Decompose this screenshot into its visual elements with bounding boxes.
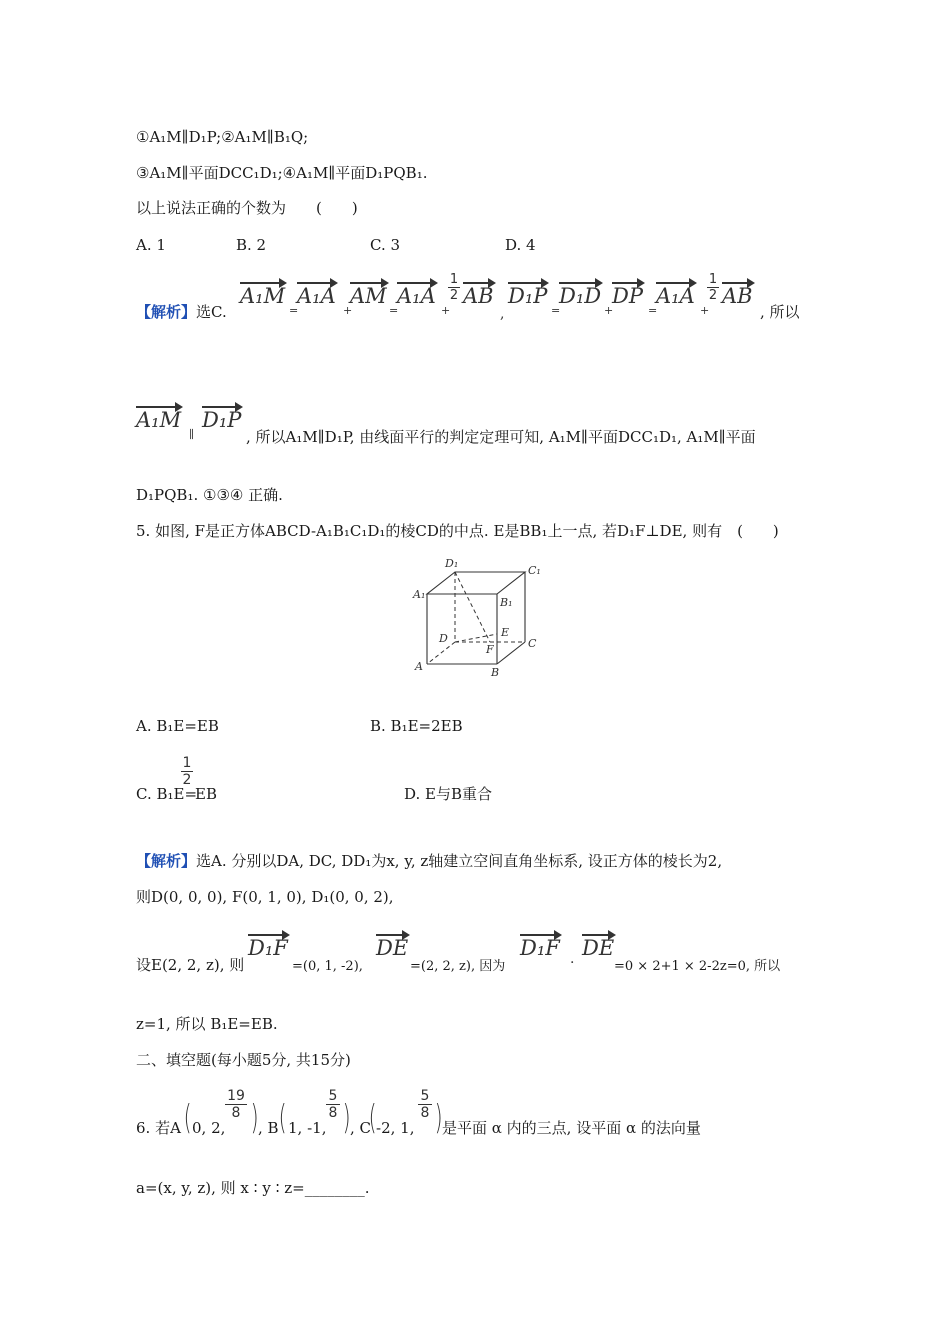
q5-option-a: A. B₁E=EB (136, 717, 219, 735)
label-e: E (501, 626, 510, 639)
label-a: A (415, 660, 423, 673)
vector-a1a: A₁A (656, 284, 695, 308)
q5-option-c-tail: EB (195, 785, 217, 803)
q4-option-c: C. 3 (370, 236, 401, 254)
q4-statements-3-4: ③A₁M∥平面DCC₁D₁;④A₁M∥平面D₁PQB₁. (136, 164, 428, 182)
q4-option-b: B. 2 (236, 236, 267, 254)
equals-sign: = (289, 304, 299, 317)
label-d1: D₁ (445, 557, 459, 570)
fraction-19-8: $\frac{19}{8}$ (225, 1088, 247, 1121)
vector-a1m: A₁M (136, 408, 182, 432)
plus-sign: + (343, 304, 353, 317)
sol5-line3-b: =(0, 1, -2), (292, 959, 363, 974)
q4-option-d: D. 4 (505, 236, 536, 254)
vector-d1f: D₁F (520, 936, 560, 960)
fraction-5-8: $\frac{5}{8}$ (326, 1088, 340, 1121)
equals-sign: = (389, 304, 399, 317)
vector-d1d: D₁D (559, 284, 602, 308)
q5-option-b: B. B₁E=2EB (370, 717, 463, 735)
fraction-one-half: $\frac{1}{2}$ (708, 272, 718, 303)
vector-a1m: A₁M (240, 284, 286, 308)
vector-dp: DP (612, 284, 643, 308)
fraction-one-half: $\frac{1}{2}$ (182, 755, 192, 788)
label-f: F (486, 643, 494, 656)
sol4-line2: , 所以A₁M∥D₁P, 由线面平行的判定定理可知, A₁M∥平面DCC₁D₁, A₁M∥平面 (246, 428, 756, 446)
dot-product-sign: · (570, 955, 575, 971)
q4-option-a: A. 1 (136, 236, 166, 254)
vector-ab: AB (463, 284, 494, 308)
plus-sign: + (604, 304, 614, 317)
label-d: D (439, 632, 448, 645)
comma: , (500, 306, 505, 322)
q6-point-b-coords: 1, -1, (288, 1119, 327, 1137)
plus-sign: + (441, 304, 451, 317)
q6-line2: a=(x, y, z), 则 x ∶ y ∶ z=________. (136, 1179, 370, 1197)
q5-option-c: C. B₁E= (136, 785, 198, 803)
q6-point-b-label: , B (258, 1119, 279, 1137)
vector-ab: AB (722, 284, 753, 308)
sol5-line3-a: 设E(2, 2, z), 则 (136, 956, 245, 974)
label-a1: A₁ (413, 588, 426, 601)
q6-tail: 是平面 α 内的三点, 设平面 α 的法向量 (442, 1119, 701, 1137)
vector-de: DE (376, 936, 409, 960)
section-title: 二、填空题(每小题5分, 共15分) (136, 1051, 351, 1069)
label-b: B (491, 666, 500, 679)
sol5-line4: z=1, 所以 B₁E=EB. (136, 1015, 278, 1033)
vector-am: AM (350, 284, 387, 308)
vector-d1p: D₁P (508, 284, 548, 308)
sol4-so: , 所以 (760, 303, 800, 321)
plus-sign: + (700, 304, 710, 317)
q5-stem: 5. 如图, F是正方体ABCD-A₁B₁C₁D₁的棱CD的中点. E是BB₁上一点, 若D₁F⊥DE, 则有 ( ) (136, 522, 779, 540)
vector-d1f: D₁F (248, 936, 288, 960)
analysis-tag: 【解析】 (136, 852, 197, 870)
sol5-line3-d: =0 × 2+1 × 2-2z=0, 所以 (614, 959, 781, 974)
vector-d1p: D₁P (202, 408, 242, 432)
q6-point-c-label: , C (350, 1119, 372, 1137)
vector-a1a: A₁A (397, 284, 436, 308)
q4-statements-1-2: ①A₁M∥D₁P;②A₁M∥B₁Q; (136, 128, 309, 146)
equals-sign: = (648, 304, 658, 317)
label-c1: C₁ (528, 564, 541, 577)
analysis-tag: 【解析】 (136, 303, 197, 321)
vector-de: DE (582, 936, 615, 960)
label-b1: B₁ (500, 596, 513, 609)
vector-a1a: A₁A (297, 284, 336, 308)
q5-option-d: D. E与B重合 (404, 785, 493, 803)
q6-prefix: 6. 若A (136, 1119, 181, 1137)
q6-point-c-coords: -2, 1, (376, 1119, 415, 1137)
fraction-one-half: $\frac{1}{2}$ (449, 272, 459, 303)
fraction-5-8: $\frac{5}{8}$ (418, 1088, 432, 1121)
sol5-line2: 则D(0, 0, 0), F(0, 1, 0), D₁(0, 0, 2), (136, 888, 394, 906)
q6-point-a-coords: 0, 2, (192, 1119, 226, 1137)
sol4-lead: 选C. (196, 303, 227, 321)
equals-sign: = (551, 304, 561, 317)
sol4-line3: D₁PQB₁. ①③④ 正确. (136, 486, 283, 504)
sol4-line1 (136, 302, 227, 322)
q4-question: 以上说法正确的个数为 ( ) (136, 199, 358, 217)
cube-figure (405, 552, 555, 682)
label-c: C (528, 637, 537, 650)
sol5-line3-c: =(2, 2, z), 因为 (410, 959, 506, 974)
parallel-sign: ∥ (189, 428, 195, 441)
sol5-line1: 【解析】选A. 分别以DA, DC, DD₁为x, y, z轴建立空间直角坐标系, 设正方体的棱长为2, (136, 852, 723, 870)
